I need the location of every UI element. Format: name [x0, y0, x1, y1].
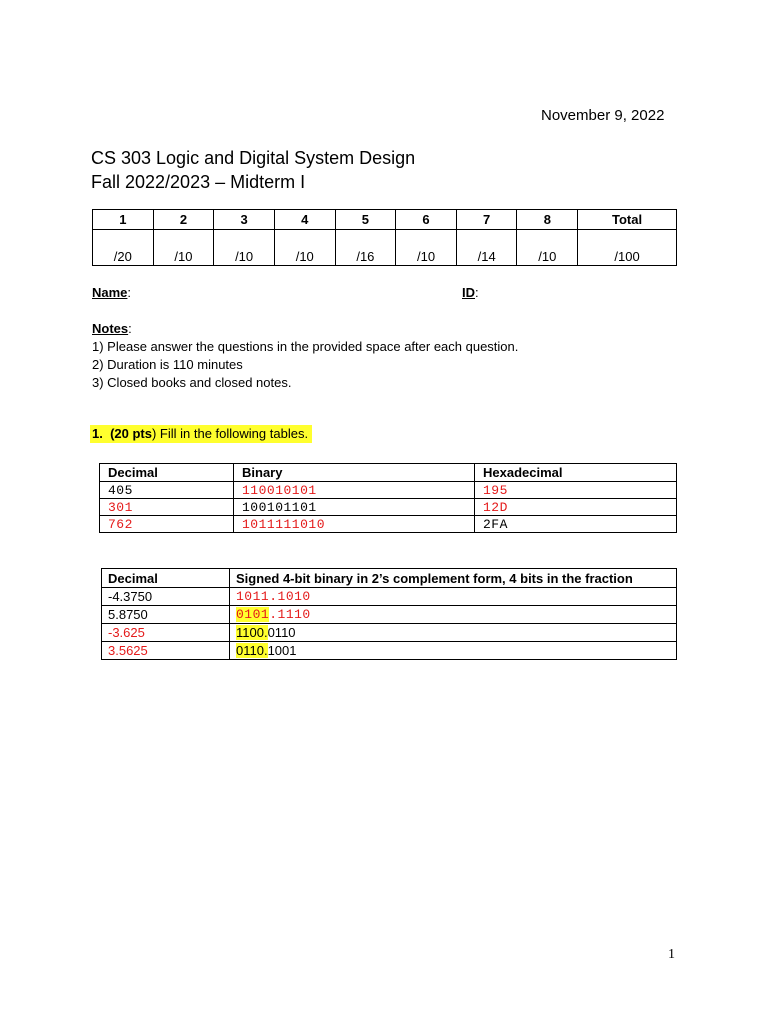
twos-complement-table: [101, 568, 677, 660]
score-header-row: [93, 210, 677, 230]
score-points-row: [93, 230, 677, 266]
score-cell: /10: [396, 230, 457, 266]
score-cell: /10: [153, 230, 214, 266]
binary-cell: [230, 624, 677, 642]
table-header-row: [100, 464, 677, 482]
score-cell: /14: [456, 230, 517, 266]
binary-frac-part: .1110: [269, 607, 311, 622]
notes-section: [92, 320, 518, 392]
question-number: 1.: [92, 426, 103, 441]
page-number: 1: [668, 947, 675, 962]
score-table: [92, 209, 677, 266]
decimal-cell: -4.3750: [102, 588, 230, 606]
id-label: ID: [462, 285, 475, 300]
hex-cell: 12D: [475, 499, 677, 516]
header-decimal: Decimal: [100, 464, 234, 482]
binary-cell: 100101101: [234, 499, 475, 516]
header-decimal: Decimal: [102, 569, 230, 588]
binary-int-part: 0101: [236, 607, 270, 622]
score-header: 2: [153, 210, 214, 230]
decimal-cell: 405: [100, 482, 234, 499]
table-header-row: [102, 569, 677, 588]
binary-cell: [230, 642, 677, 660]
table-row: [102, 588, 677, 606]
conversion-table: [99, 463, 677, 533]
id-field: ID:: [462, 285, 479, 300]
score-cell: /20: [93, 230, 154, 266]
course-title: CS 303 Logic and Digital System Design: [91, 148, 416, 168]
score-cell: /16: [335, 230, 396, 266]
binary-int-part: 1011.: [236, 589, 278, 604]
score-header: 4: [274, 210, 335, 230]
question-1-prompt: [90, 425, 312, 443]
note-item: 2) Duration is 110 minutes: [92, 357, 243, 372]
binary-cell: 1011111010: [234, 516, 475, 533]
score-header: 3: [214, 210, 275, 230]
score-cell: /10: [214, 230, 275, 266]
notes-heading: Notes:: [92, 321, 132, 336]
binary-frac-part: 1010: [277, 589, 311, 604]
exam-date: November 9, 2022: [541, 107, 665, 124]
decimal-cell: 5.8750: [102, 606, 230, 624]
table-row: [102, 624, 677, 642]
binary-cell: 110010101: [234, 482, 475, 499]
binary-int-part: 0110.: [236, 643, 268, 658]
score-cell: /10: [274, 230, 335, 266]
decimal-cell: -3.625: [102, 624, 230, 642]
score-header: 8: [517, 210, 578, 230]
question-points: (20 pts: [110, 426, 152, 441]
binary-frac-part: 0110: [267, 625, 296, 640]
decimal-cell: 762: [100, 516, 234, 533]
score-cell: /100: [578, 230, 677, 266]
note-item: 1) Please answer the questions in the provided space after each question.: [92, 339, 519, 354]
question-text: ) Fill in the following tables.: [151, 426, 309, 441]
score-header: 7: [456, 210, 517, 230]
header-signed-binary: Signed 4-bit binary in 2’s complement form, 4 bits in the fraction: [230, 569, 677, 588]
hex-cell: 2FA: [475, 516, 677, 533]
header-hex: Hexadecimal: [475, 464, 677, 482]
binary-cell: [230, 606, 677, 624]
name-label: Name: [92, 285, 128, 300]
score-header: 5: [335, 210, 396, 230]
binary-frac-part: 1001: [267, 643, 297, 658]
score-header: 6: [396, 210, 457, 230]
table-row: [100, 516, 677, 533]
name-field: Name:: [92, 285, 132, 300]
table-row: [102, 642, 677, 660]
decimal-cell: 301: [100, 499, 234, 516]
table-row: [102, 606, 677, 624]
binary-cell: [230, 588, 677, 606]
table-row: [100, 499, 677, 516]
score-header: Total: [578, 210, 677, 230]
binary-int-part: 1100.: [236, 625, 268, 640]
exam-title: Fall 2022/2023 – Midterm I: [91, 172, 306, 192]
score-header: 1: [93, 210, 154, 230]
decimal-cell: 3.5625: [102, 642, 230, 660]
note-item: 3) Closed books and closed notes.: [92, 375, 292, 390]
hex-cell: 195: [475, 482, 677, 499]
table-row: [100, 482, 677, 499]
header-binary: Binary: [234, 464, 475, 482]
score-cell: /10: [517, 230, 578, 266]
